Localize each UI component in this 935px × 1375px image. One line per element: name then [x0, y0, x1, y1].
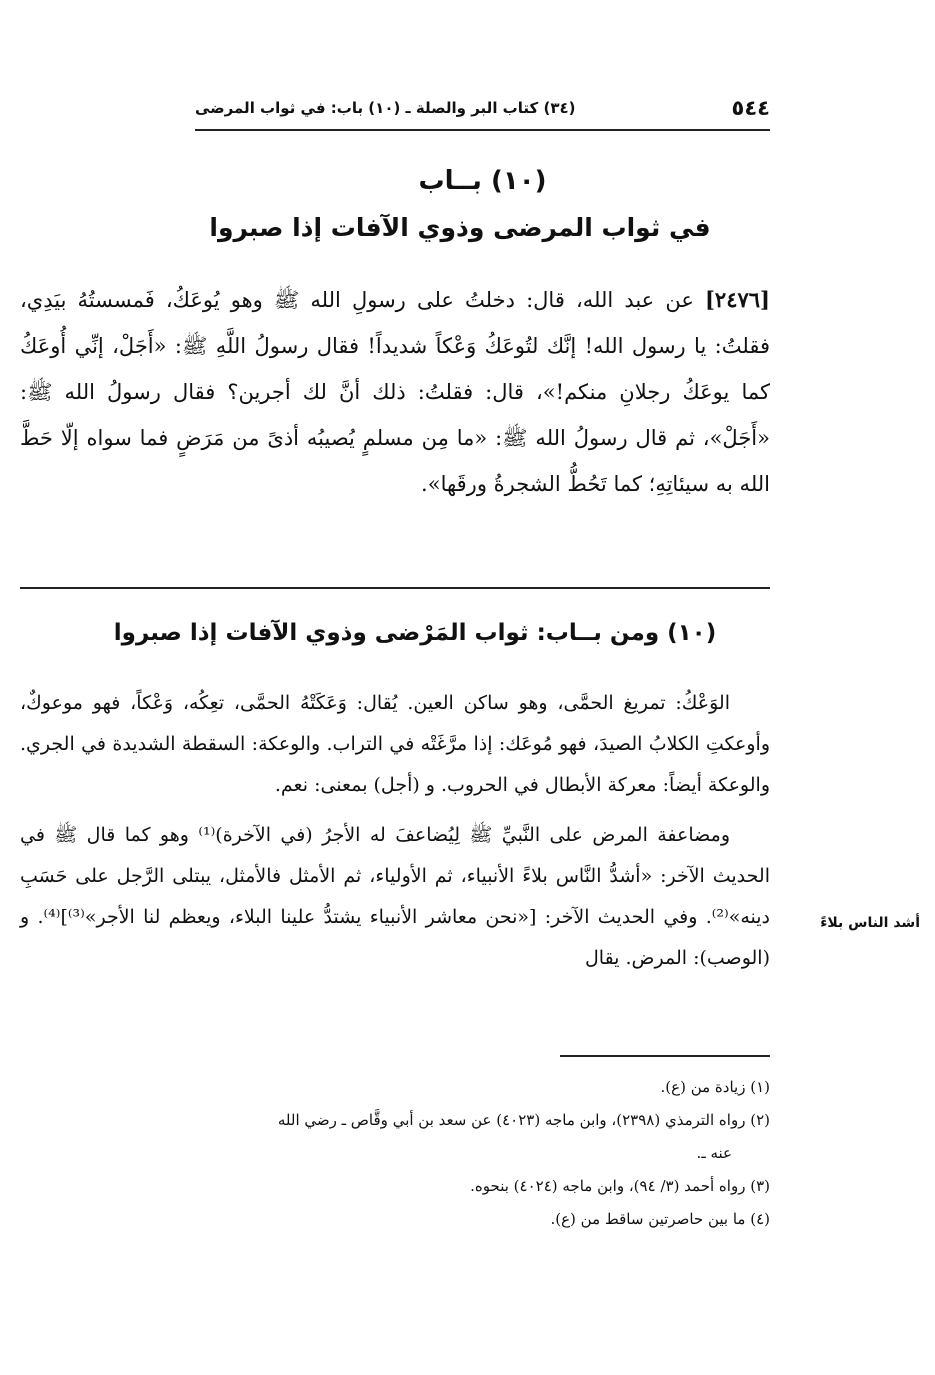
- commentary-body: [20, 683, 770, 988]
- footnotes: [20, 1071, 770, 1236]
- commentary-heading: (١٠) ومن بــاب: ثواب المَرْضى وذوي الآفات إذا صبروا: [113, 620, 717, 646]
- chapter-title: في ثواب المرضى وذوي الآفات إذا صبروا: [209, 213, 711, 242]
- hadith-text: عن عبد الله، قال: دخلتُ على رسولِ الله ﷺ وهو يُوعَكُ، فَمسستُهُ بيَدِي، فقلتُ: يا رسول الله! إنَّك لتُوعَكُ وَعْكاً شديداً! فقال رسولُ اللَّهِ ﷺ: «أَجَلْ، إنِّي أُوعَكُ كما يوعَكُ رجلانِ منكم!»، قال: فقلتُ: ذلك أنَّ لك أجرين؟ فقال رسولُ الله ﷺ: «أَجَلْ»، ثم قال رسولُ الله ﷺ: «ما مِن مسلمٍ يُصيبُه أذىً من مَرَضٍ فما سواه إلّا حَطَّ الله به سيئاتِهِ؛ كما تَحُطُّ الشجرةُ ورقَها».: [20, 288, 770, 496]
- footnote-divider: [560, 1055, 770, 1057]
- margin-note: أشد الناس بلاءً: [820, 915, 920, 931]
- section-divider: [20, 587, 770, 589]
- chapter-number: (١٠) بــاب: [418, 166, 547, 196]
- footnote: (٤) ما بين حاصرتين ساقط من (ع).: [550, 1210, 770, 1228]
- footnote: (٣) رواه أحمد (٣/ ٩٤)، وابن ماجه (٤٠٢٤) بنحوه.: [470, 1177, 770, 1195]
- footnote: (٢) رواه الترمذي (٢٣٩٨)، وابن ماجه (٤٠٢٣) عن سعد بن أبي وقَّاص ـ رضي الله: [277, 1111, 770, 1129]
- hadith-number: [٢٤٧٦]: [704, 287, 770, 312]
- footnote: (١) زيادة من (ع).: [660, 1078, 770, 1096]
- running-header-title: (٣٤) كتاب البر والصلة ـ (١٠) باب: في ثواب المرضى: [195, 99, 576, 117]
- hadith-block: [20, 277, 770, 507]
- footnote-continuation: عنه ـ.: [696, 1144, 732, 1162]
- page-number: ٥٤٤: [731, 96, 770, 120]
- commentary-paragraph: ومضاعفة المرض على النَّبيِّ ﷺ لِيُضاعفَ له الأجرُ (في الآخرة)⁽¹⁾ وهو كما قال ﷺ في الحديث الآخر: «أشدُّ النَّاس بلاءً الأنبياء، ثم الأولياء، ثم الأمثل فالأمثل، يبتلى الرَّجل على حَسَبِ دينه»⁽²⁾. وفي الحديث الآخر: [«نحن معاشر الأنبياء يشتدُّ علينا البلاء، ويعظم لنا الأجر»⁽³⁾]⁽⁴⁾. و (الوصب): المرض. يقال: [20, 824, 770, 969]
- commentary-paragraph: الوَعْكُ: تمريغ الحمَّى، وهو ساكن العين. يُقال: وَعَكَتْهُ الحمَّى، تعِكُه، وَعْكاً، فهو موعوكٌ، وأوعكتِ الكلابُ الصيدَ، فهو مُوعَك: إذا مرَّغَتْه في التراب. والوعكة: السقطة الشديدة في الجري. والوعكة أيضاً: معركة الأبطال في الحروب. و (أجل) بمعنى: نعم.: [20, 692, 770, 796]
- running-header: [195, 96, 770, 126]
- header-divider: [195, 129, 770, 131]
